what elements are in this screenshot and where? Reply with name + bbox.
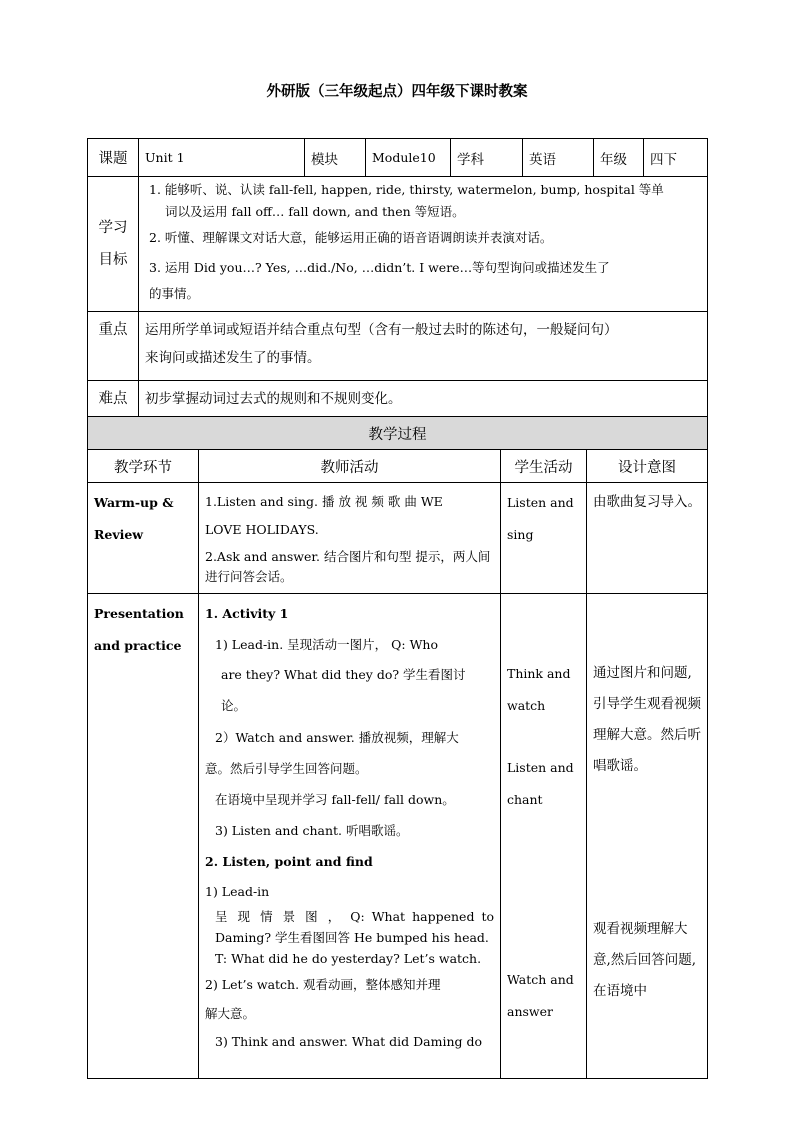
objective-1a: 1. 能够听、说、认读 fall-fell, happen, ride, thirsty, watermelon, bump, hospital 等单 <box>149 182 664 197</box>
process-title-row <box>88 417 708 450</box>
activity1-step1a: 1) Lead-in. 呈现活动一图片， Q: Who <box>215 637 439 652</box>
warmup-intent: 由歌曲复习导入。 <box>587 483 708 594</box>
activity1-title: 1. Activity 1 <box>205 606 289 621</box>
activity1-step1b: are they? What did they do? 学生看图讨 <box>221 667 466 682</box>
objectives-content <box>139 177 708 312</box>
warmup-student <box>501 483 587 594</box>
difficulty-content: 初步掌握动词过去式的规则和不规则变化。 <box>139 381 708 432</box>
warmup-teacher-1b: LOVE HOLIDAYS. <box>205 522 319 537</box>
activity1-step2b: 意。然后引导学生回答问题。 <box>205 761 368 776</box>
objectives-label <box>88 177 139 312</box>
presentation-stage-b: and practice <box>94 638 182 653</box>
warmup-row <box>88 483 708 594</box>
objectives-row <box>88 177 708 312</box>
subject-label: 学科 <box>451 139 523 177</box>
presentation-intent-2: 观看视频理解大意,然后回答问题,在语境中 <box>593 921 697 999</box>
module-value: Module10 <box>366 139 451 177</box>
header-student: 学生活动 <box>501 450 587 483</box>
key-point-a: 运用所学单词或短语并结合重点句型（含有一般过去时的陈述句，一般疑问句） <box>145 322 618 338</box>
page-title: 外研版（三年级起点）四年级下课时教案 <box>266 83 528 100</box>
key-point-row <box>88 312 708 381</box>
subject-value: 英语 <box>523 139 594 177</box>
topic-label: 课题 <box>88 139 139 177</box>
lesson-info-table <box>87 138 708 432</box>
warmup-stage-b: Review <box>94 527 144 542</box>
presentation-stage-a: Presentation <box>94 606 184 621</box>
presentation-student <box>501 594 587 1079</box>
key-point-b: 来询问或描述发生了的事情。 <box>145 350 321 366</box>
activity1-step4: 3) Listen and chant. 听唱歌谣。 <box>215 823 409 838</box>
presentation-student-2b: chant <box>507 792 543 807</box>
key-point-label: 重点 <box>88 312 139 381</box>
presentation-student-3a: Watch and <box>507 972 574 987</box>
presentation-intent <box>587 594 708 1079</box>
activity2-step4a: 2) Let’s watch. 观看动画，整体感知并理 <box>205 977 441 992</box>
activity2-step1: 1) Lead-in <box>205 884 270 899</box>
presentation-stage <box>88 594 199 1079</box>
objectives-label-2: 目标 <box>98 252 128 268</box>
activity2-step3: T: What did he do yesterday? Let’s watch. <box>215 951 482 966</box>
activity2-step5: 3) Think and answer. What did Daming do <box>215 1034 483 1049</box>
warmup-teacher-1a: 1.Listen and sing. 播 放 视 频 歌 曲 WE <box>205 494 443 509</box>
header-teacher: 教师活动 <box>199 450 501 483</box>
warmup-student-b: sing <box>507 527 534 542</box>
module-label: 模块 <box>305 139 366 177</box>
presentation-student-2a: Listen and <box>507 760 574 775</box>
presentation-row <box>88 594 708 1079</box>
warmup-stage-a: Warm-up & <box>94 495 174 510</box>
info-row <box>88 139 708 177</box>
warmup-teacher <box>199 483 501 594</box>
header-stage: 教学环节 <box>88 450 199 483</box>
warmup-teacher-2: 2.Ask and answer. 结合图片和句型 提示，两人间进行问答会话。 <box>205 549 491 584</box>
activity2-step4b: 解大意。 <box>205 1006 256 1021</box>
process-title: 教学过程 <box>88 417 708 450</box>
topic-value: Unit 1 <box>139 139 305 177</box>
activity2-title: 2. Listen, point and find <box>205 854 373 869</box>
header-intent: 设计意图 <box>587 450 708 483</box>
activity1-step2a: 2）Watch and answer. 播放视频，理解大 <box>215 730 459 745</box>
objective-3a: 3. 运用 Did you…? Yes, …did./No, …didn’t. I were…等句型询问或描述发生了 <box>149 260 610 275</box>
warmup-student-a: Listen and <box>507 495 574 510</box>
objectives-label-1: 学习 <box>98 220 128 236</box>
presentation-student-3b: answer <box>507 1004 553 1019</box>
process-table <box>87 416 708 1079</box>
presentation-teacher <box>199 594 501 1079</box>
presentation-intent-1: 通过图片和问题,引导学生观看视频理解大意。然后听唱歌谣。 <box>593 665 701 774</box>
objective-1b: 词以及运用 fall off… fall down, and then 等短语。 <box>165 204 465 219</box>
activity1-step1c: 论。 <box>221 698 247 713</box>
activity1-step3: 在语境中呈现并学习 fall-fell/ fall down。 <box>215 792 455 807</box>
key-point-content <box>139 312 708 381</box>
presentation-student-1b: watch <box>507 698 546 713</box>
difficulty-label: 难点 <box>88 381 139 432</box>
warmup-stage <box>88 483 199 594</box>
presentation-student-1a: Think and <box>507 666 571 681</box>
objective-2: 2. 听懂、理解课文对话大意，能够运用正确的语音语调朗读并表演对话。 <box>149 230 553 245</box>
activity2-step2: 呈 现 情 景 图 ， Q: What happened to Daming? 学生看图回答 He bumped his head. <box>215 909 494 945</box>
grade-value: 四下 <box>644 139 708 177</box>
objective-3b: 的事情。 <box>149 286 200 301</box>
grade-label: 年级 <box>594 139 644 177</box>
process-header-row <box>88 450 708 483</box>
